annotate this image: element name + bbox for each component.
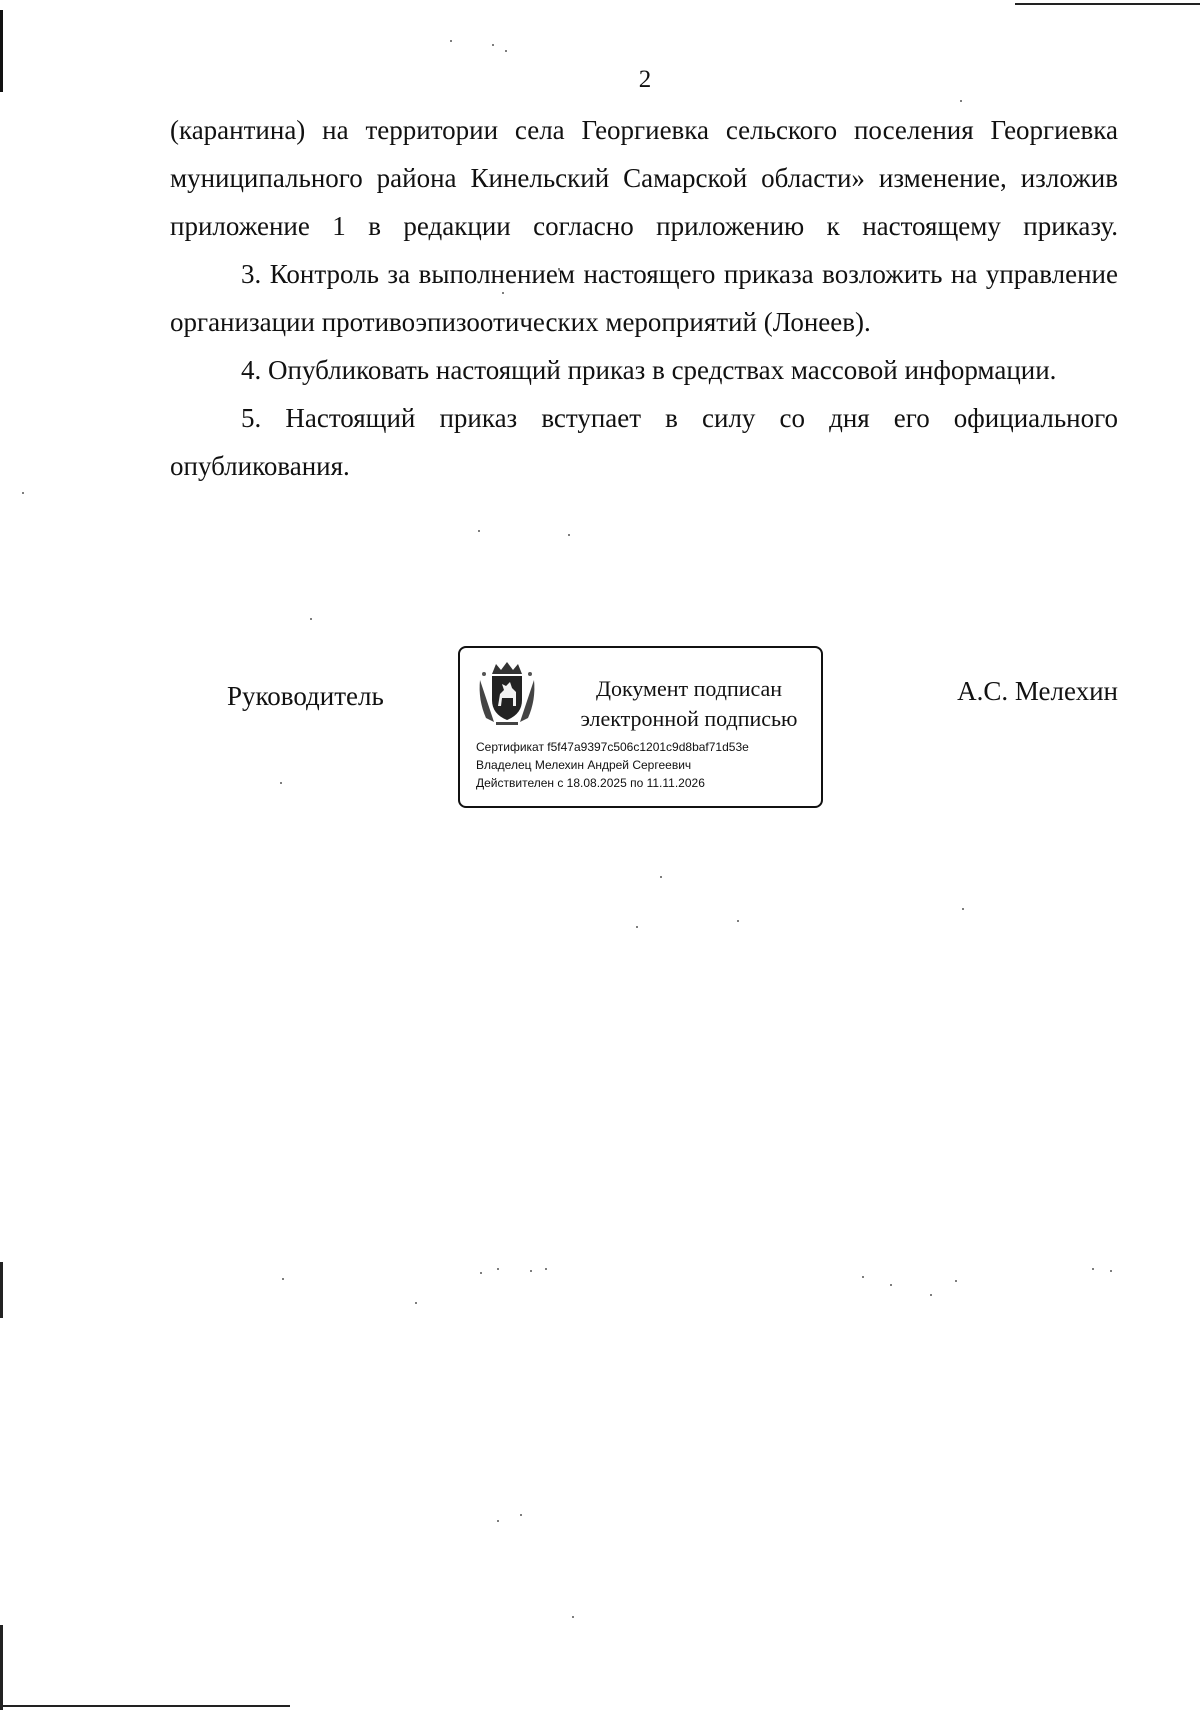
- scan-speck: [450, 40, 452, 42]
- scan-speck: [660, 876, 662, 878]
- signatory-role: Руководитель: [227, 681, 384, 711]
- electronic-signature-stamp: [458, 646, 823, 808]
- scan-speck: [492, 44, 494, 46]
- paragraph-continuation: (карантина) на территории села Георгиевка сельского поселения Георгиевка муниципального района Кинельский Самарской области» изменение, изложив приложение 1 в редакции согласно приложению к настоящему приказу.: [170, 115, 1118, 241]
- stamp-title: [564, 674, 814, 734]
- samara-coat-of-arms-icon: [476, 660, 538, 726]
- scan-speck: [280, 782, 282, 784]
- scan-edge-mark: [0, 1262, 3, 1318]
- scan-speck: [530, 1270, 532, 1272]
- scan-speck: [497, 1520, 499, 1522]
- paragraph-item-4: 4. Опубликовать настоящий приказ в средствах массовой информации.: [241, 355, 1057, 385]
- scan-speck: [960, 100, 962, 102]
- scan-speck: [480, 1272, 482, 1274]
- stamp-certificate: Сертификат f5f47a9397c506c1201c9d8baf71d53e: [476, 740, 749, 754]
- scan-speck: [505, 50, 507, 52]
- document-body: [170, 106, 1118, 490]
- scan-speck: [568, 534, 570, 536]
- stamp-validity: Действителен с 18.08.2025 по 11.11.2026: [476, 776, 705, 790]
- scan-speck: [415, 1302, 417, 1304]
- scan-speck: [737, 920, 739, 922]
- scan-speck: [1110, 1270, 1112, 1272]
- stamp-owner: Владелец Мелехин Андрей Сергеевич: [476, 758, 692, 772]
- stamp-details: [476, 738, 816, 792]
- scan-speck: [545, 1268, 547, 1270]
- scan-speck: [22, 492, 24, 494]
- scan-speck: [572, 1616, 574, 1618]
- scan-speck: [497, 1268, 499, 1270]
- scan-speck: [636, 926, 638, 928]
- scan-speck: [478, 530, 480, 532]
- scan-bottom-line: [0, 1705, 290, 1707]
- scan-speck: [1092, 1268, 1094, 1270]
- scan-speck: [862, 1276, 864, 1278]
- stamp-title-line: Документ подписан: [595, 676, 783, 701]
- scan-edge-mark: [0, 1625, 3, 1710]
- signatory-name: А.С. Мелехин: [957, 676, 1118, 706]
- scan-speck: [520, 1514, 522, 1516]
- page-number: 2: [638, 66, 652, 93]
- scan-speck: [890, 1284, 892, 1286]
- paragraph-item-3: 3. Контроль за выполнением настоящего приказа возложить на управление организации противоэпизоотических мероприятий (Лонеев).: [170, 259, 1118, 337]
- paragraph-item-5: 5. Настоящий приказ вступает в силу со дня его официального опубликования.: [170, 403, 1118, 481]
- scan-speck: [955, 1280, 957, 1282]
- stamp-title-line: электронной подписью: [580, 706, 798, 731]
- scan-speck: [962, 908, 964, 910]
- scan-top-line: [1015, 3, 1200, 5]
- scan-speck: [282, 1278, 284, 1280]
- scan-speck: [930, 1294, 932, 1296]
- scan-speck: [310, 618, 312, 620]
